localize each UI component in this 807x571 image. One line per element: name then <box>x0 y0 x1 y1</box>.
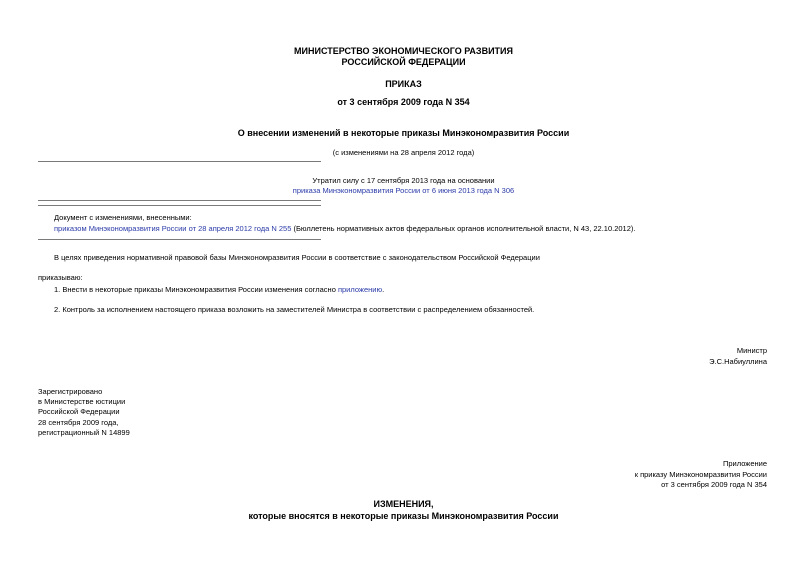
status-line: Утратил силу с 17 сентября 2013 года на основании <box>312 176 495 185</box>
amendments-label: Документ с изменениями, внесенными: <box>54 213 192 222</box>
divider-line <box>38 205 321 206</box>
appendix-subtitle: которые вносятся в некоторые приказы Минэкономразвития России <box>248 511 559 521</box>
amended-note: (с изменениями на 28 апреля 2012 года) <box>332 148 475 157</box>
ministry-name-line1: МИНИСТЕРСТВО ЭКОНОМИЧЕСКОГО РАЗВИТИЯ <box>294 46 513 56</box>
order-item-2: 2. Контроль за исполнением настоящего приказа возложить на заместителей Министра в соответствии с распределением обязанностей. <box>54 305 535 314</box>
document-title: О внесении изменений в некоторые приказы Минэкономразвития России <box>237 128 570 138</box>
registration-line: Российской Федерации <box>38 407 120 416</box>
appendix-reference: к приказу Минэкономразвития России <box>634 470 767 479</box>
registration-line: в Министерстве юстиции <box>38 397 126 406</box>
appendix-link[interactable]: приложению <box>337 285 383 294</box>
registration-line: 28 сентября 2009 года, <box>38 418 119 427</box>
ministry-name-line2: РОССИЙСКОЙ ФЕДЕРАЦИИ <box>341 57 466 67</box>
document-date: от 3 сентября 2009 года N 354 <box>337 97 470 107</box>
appendix-date: от 3 сентября 2009 года N 354 <box>661 480 767 489</box>
order-item-1 <box>54 285 384 294</box>
registration-line: регистрационный N 14899 <box>38 428 130 437</box>
status-link[interactable]: приказа Минэкономразвития России от 6 июня 2013 года N 306 <box>292 186 515 195</box>
order-word: приказываю: <box>38 273 83 282</box>
signature-position: Министр <box>736 346 767 355</box>
divider-line <box>38 161 321 162</box>
preamble: В целях приведения нормативной правовой базы Минэкономразвития России в соответствие с законодательством Российской Федерации <box>54 253 540 262</box>
order-item-1-end: . <box>382 285 385 294</box>
appendix-title: ИЗМЕНЕНИЯ, <box>373 499 434 509</box>
registration-line: Зарегистрировано <box>38 387 103 396</box>
amendments-source: (Бюллетень нормативных актов федеральных органов исполнительной власти, N 43, 22.10.2012). <box>291 224 636 233</box>
appendix-heading: Приложение <box>723 459 767 468</box>
amendments-line <box>54 224 636 233</box>
order-item-1-text: 1. Внести в некоторые приказы Минэкономразвития России изменения согласно <box>54 285 338 294</box>
amendments-link[interactable]: приказом Минэкономразвития России от 28 апреля 2012 года N 255 <box>54 224 292 233</box>
document-type: ПРИКАЗ <box>385 79 422 89</box>
divider-line <box>38 200 321 201</box>
divider-line <box>38 239 321 240</box>
signature-name: Э.С.Набиуллина <box>709 357 767 366</box>
